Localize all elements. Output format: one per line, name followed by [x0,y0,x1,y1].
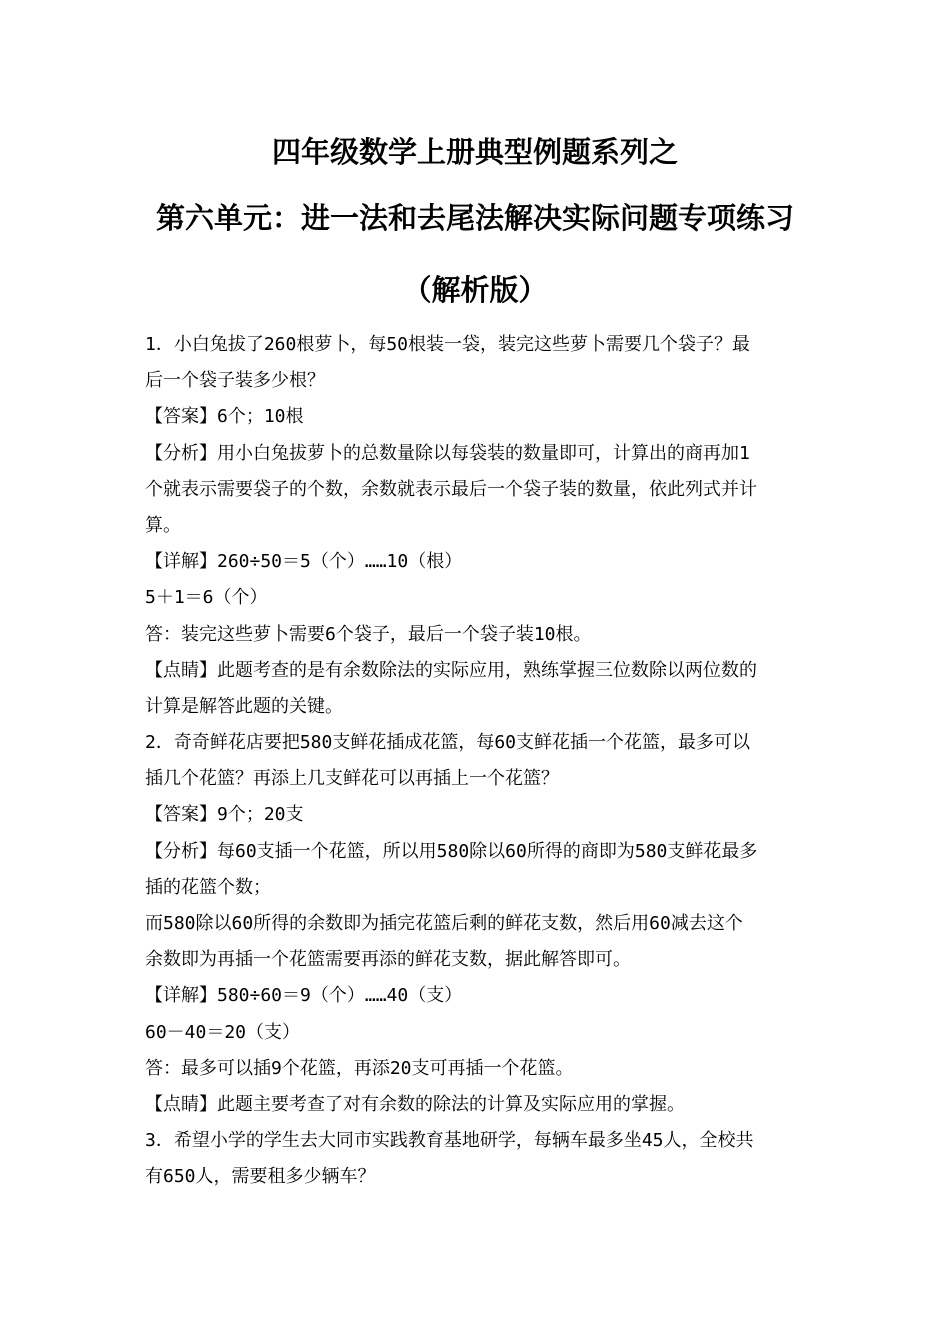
q1-question-line-2: 后一个袋子装多少根？ [145,370,325,392]
document-subtitle: 第六单元：进一法和去尾法解决实际问题专项练习 [155,201,794,235]
q1-analysis-line-2: 个就表示需要袋子的个数，余数就表示最后一个袋子装的数量，依此列式并计 [145,478,757,500]
q3-question-line-1: 3．希望小学的学生去大同市实践教育基地研学，每辆车最多坐45人，全校共 [145,1130,754,1152]
q2-solution-line-2: 60－40＝20（支） [145,1021,301,1043]
q1-analysis-line-3: 算。 [145,514,181,536]
q1-solution-line-1: 【详解】260÷50＝5（个）……10（根） [145,551,463,573]
q1-answer: 【答案】6个；10根 [145,406,304,428]
q1-comment-line-2: 计算是解答此题的关键。 [145,695,343,717]
q2-question-line-1: 2．奇奇鲜花店要把580支鲜花插成花篮，每60支鲜花插一个花篮，最多可以 [145,732,751,754]
q1-question-line-1: 1．小白兔拔了260根萝卜，每50根装一袋，装完这些萝卜需要几个袋子？最 [145,334,751,355]
q2-solution-answer: 答：最多可以插9个花篮，再添20支可再插一个花篮。 [145,1057,574,1079]
q2-analysis-line-2: 插的花篮个数； [145,876,271,898]
document-body [145,327,815,1196]
q2-analysis-line-1: 【分析】每60支插一个花篮，所以用580除以60所得的商即为580支鲜花最多 [145,840,758,862]
q1-solution-line-2: 5＋1＝6（个） [145,587,268,609]
q2-analysis-line-3: 而580除以60所得的余数即为插完花篮后剩的鲜花支数，然后用60减去这个 [145,913,743,934]
q3-question-line-2: 有650人，需要租多少辆车？ [145,1166,376,1188]
q1-comment-line-1: 【点睛】此题考查的是有余数除法的实际应用，熟练掌握三位数除以两位数的 [145,659,757,681]
q1-solution-answer: 答：装完这些萝卜需要6个袋子，最后一个袋子装10根。 [145,623,592,645]
q1-analysis-line-1: 【分析】用小白兔拔萝卜的总数量除以每袋装的数量即可，计算出的商再加1 [145,442,750,464]
q2-solution-line-1: 【详解】580÷60＝9（个）……40（支） [145,985,463,1007]
document-title: 四年级数学上册典型例题系列之 [271,135,678,169]
document-edition-label: （解析版） [402,273,548,307]
q2-analysis-line-4: 余数即为再插一个花篮需要再添的鲜花支数，据此解答即可。 [145,949,631,971]
q2-question-line-2: 插几个花篮？再添上几支鲜花可以再插上一个花篮？ [145,768,559,790]
q2-answer: 【答案】9个；20支 [145,804,304,826]
q2-comment: 【点睛】此题主要考查了对有余数的除法的计算及实际应用的掌握。 [145,1093,685,1115]
